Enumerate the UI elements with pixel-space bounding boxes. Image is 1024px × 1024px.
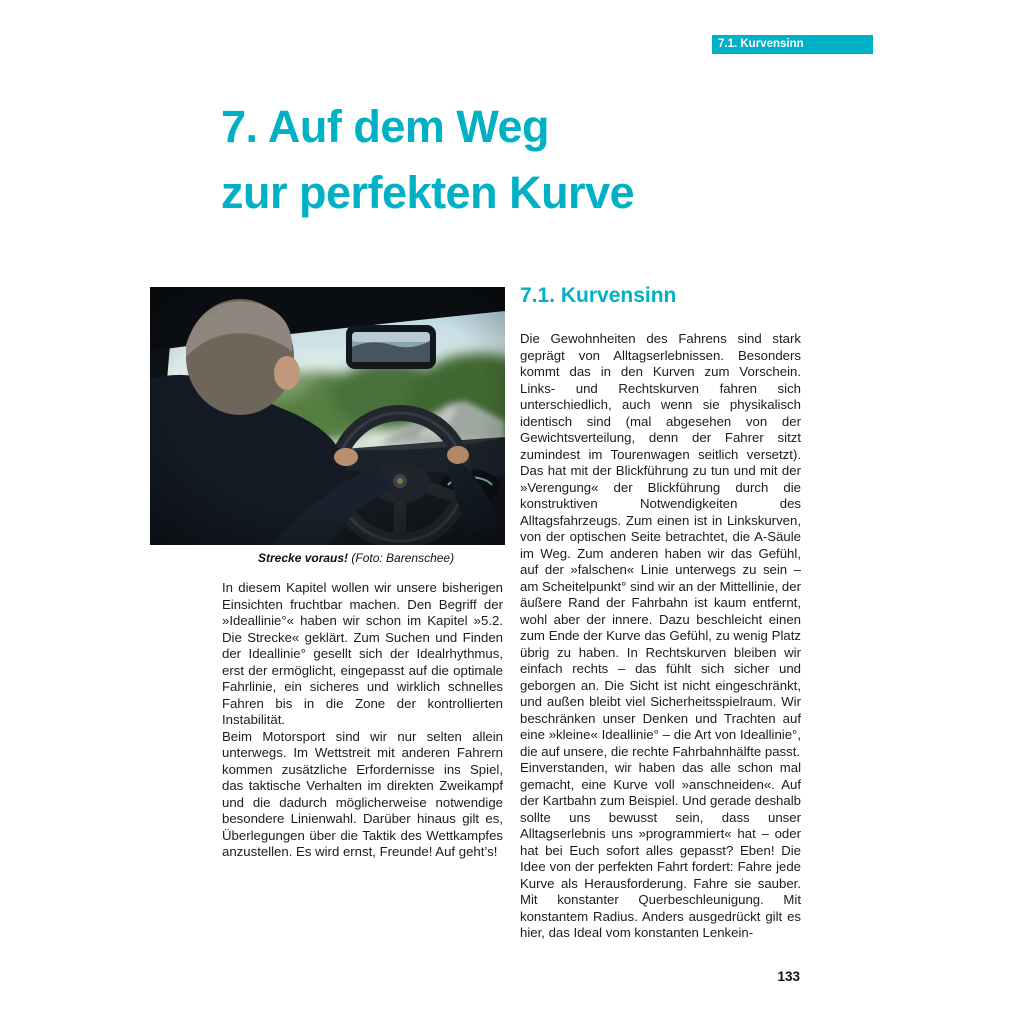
body-paragraph: Beim Motorsport sind wir nur selten allein unterwegs. Im Wettstreit mit anderen Fahrern kommen zusätzliche Erfordernisse ins Spiel, das taktische Verhalten im direkten Zweikampf und die dadurch möglicherweise notwendige besondere Linienwahl. Darüber hinaus gilt es, Überlegungen über die Taktik des Wettkampfes anzustellen. Es wird ernst, Freunde! Auf geht’s! [222, 728, 503, 859]
right-column [520, 284, 801, 942]
cockpit-photo-image [150, 287, 505, 545]
page-number: 133 [777, 969, 800, 984]
chapter-title-line2: zur perfekten Kurve [221, 167, 635, 218]
chapter-title [221, 94, 634, 226]
photo-caption [258, 551, 454, 565]
running-head-label: 7.1. Kurvensinn [718, 38, 804, 50]
body-paragraph: In diesem Kapitel wollen wir unsere bisherigen Einsichten fruchtbar machen. Den Begriff der »Ideallinie°« haben wir schon im Kapitel »5.2. Die Strecke« geklärt. Zum Suchen und Finden der Ideallinie° gesellt sich der Idealrhythmus, erst der ermöglicht, eingepasst auf die optimale Fahrlinie, ein sicheres und wirklich schnelles Fahren bis in die Zone der kontrollierten Instabilität. [222, 580, 503, 727]
photo-caption-credit: (Foto: Barenschee) [348, 551, 455, 565]
section-heading: 7.1. Kurvensinn [520, 284, 677, 307]
body-paragraph: Die Gewohnheiten des Fahrens sind stark geprägt von Alltagserlebnissen. Besonders kommt das in den Kurven zum Vorschein. Links- und Rechtskurven fahren sich unterschiedlich, auch wenn sie physikalisch identisch sind (mal abgesehen von der Gewichtsverteilung, denn der Fahrer sitzt zumindest im Tourenwagen seitlich versetzt). Das hat mit der Blickführung zu tun und mit der »Verengung« der Blickführung durch die konstruktiven Notwendigkeiten des Alltagsfahrzeugs. Zum einen ist in Linkskurven, von der optischen Seite betrachtet, die A-Säule im Weg. Zum anderen haben wir das Gefühl, auf der »falschen« Linie unterwegs zu sein – am Scheitelpunkt° sind wir an der Mittellinie, der äußere Rand der Fahrbahn ist kaum entfernt, wohl aber der innere. Dazu beschleicht einen zum Ende der Kurve das Gefühl, zu wenig Platz übrig zu haben. In Rechtskurven bleiben wir einfach rechts – das fühlt sich sicher und geborgen an. Die Sicht ist nicht eingeschränkt, und außen bleibt viel Sicherheitsspielraum. Wir beschränken unser Denken und Trachten auf eine »kleine« Ideallinie° – die Art von Ideallinie°, die auf unsere, die rechte Fahrbahnhälfte passt. [520, 331, 801, 759]
photo-caption-title: Strecke voraus! [258, 551, 349, 565]
body-paragraph: Einverstanden, wir haben das alle schon mal gemacht, eine Kurve voll »anschneiden«. Auf der Kartbahn zum Beispiel. Und gerade deshalb sollte uns bewusst sein, dass unser Alltagserlebnis uns »programmiert« hat – oder hat bei Euch sofort alles gepasst? Eben! Die Idee von der perfekten Fahrt fordert: Fahre jede Kurve als Herausforderung. Fahre sie sauber. Mit konstanter Querbeschleunigung. Mit konstantem Radius. Anders ausgedrückt gilt es hier, das Ideal vom konstanten Lenkein- [520, 760, 801, 940]
cockpit-photo-figure [150, 287, 505, 545]
chapter-title-line1: 7. Auf dem Weg [221, 101, 550, 152]
left-column [222, 580, 503, 861]
running-head-tab [712, 35, 873, 54]
